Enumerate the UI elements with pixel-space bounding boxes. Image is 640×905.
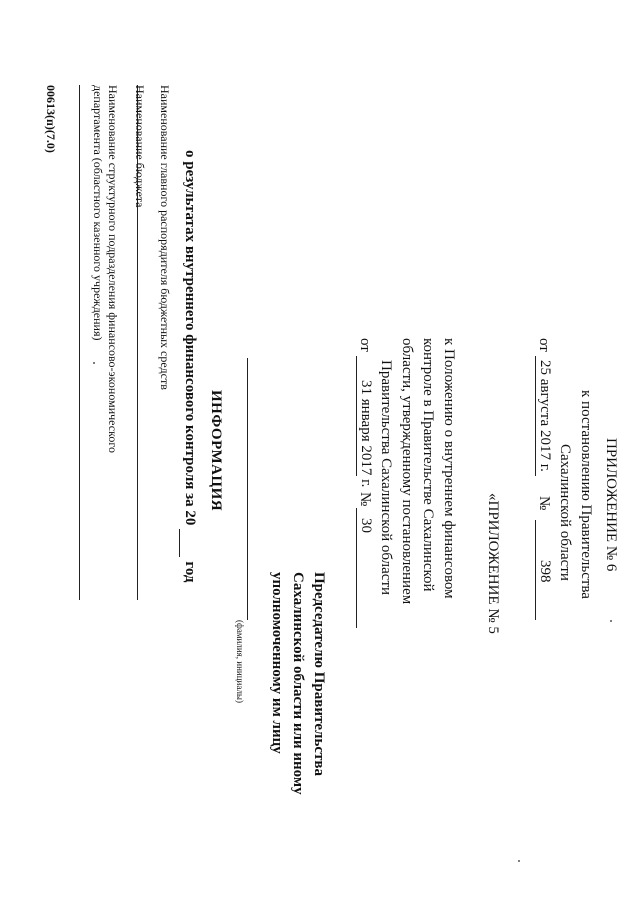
form-code: 00613(п)(7.0) [44, 85, 58, 153]
unit-label-line2: департамента (областного казенного учреждения) [91, 85, 105, 341]
unit-label-line1: Наименование структурного подразделения финансово-экономического [106, 85, 120, 453]
appendix-5-no-label: № [357, 492, 373, 507]
document-subtitle-start: о результатах внутреннего финансового контроля за 20 [182, 150, 198, 526]
budget-label: Наименование бюджета [133, 85, 147, 208]
appendix-6-number: 398 [537, 560, 553, 583]
appendix-5-line2: контроле в Правительстве Сахалинской [420, 338, 436, 592]
signature-caption: (фамилия, инициалы) [235, 620, 245, 703]
appendix-5-line3: области, утвержденному постановлением [399, 338, 415, 605]
year-blank [179, 529, 199, 557]
document-title: ИНФОРМАЦИЯ [208, 390, 224, 512]
unit-line [79, 85, 80, 600]
main-manager-label: Наименование главного распорядителя бюджетных средств [158, 85, 172, 390]
appendix-6-line1: к постановлению Правительства [578, 390, 594, 599]
appendix-5-line1: к Положению о внутреннем финансовом [441, 338, 457, 599]
appendix-5-date-line [356, 356, 357, 476]
scan-speck [93, 362, 95, 364]
appendix-5-date: 31 января 2017 г. [358, 380, 374, 488]
appendix-6-line2: Сахалинской области [557, 444, 573, 581]
appendix-5-from-label: от [357, 338, 373, 352]
appendix-6-from-label: от [536, 338, 552, 352]
appendix-5-number-line [356, 508, 357, 628]
addressee-line1: Председателю Правительства [311, 572, 327, 776]
appendix-5-line4: Правительства Сахалинской области [378, 360, 394, 596]
budget-spacer [131, 210, 132, 600]
appendix-6-date: 25 августа 2017 г. [537, 360, 553, 472]
document-subtitle [179, 150, 199, 582]
appendix-5-title: «ПРИЛОЖЕНИЕ № 5 [485, 493, 501, 634]
scan-speck [518, 860, 520, 862]
appendix-5-number: 30 [358, 518, 374, 533]
addressee-line2: Сахалинской области или иному [290, 572, 306, 795]
appendix-6-no-label: № [536, 496, 552, 511]
document-subtitle-end: год [182, 561, 198, 583]
appendix-6-date-line [535, 356, 536, 476]
appendix-6-title: ПРИЛОЖЕНИЕ № 6 [603, 438, 619, 572]
addressee-line3: уполномоченному им лицу [269, 572, 285, 754]
addressee-signature-line [247, 358, 248, 620]
scan-speck [610, 620, 612, 622]
appendix-6-number-line [535, 520, 536, 620]
